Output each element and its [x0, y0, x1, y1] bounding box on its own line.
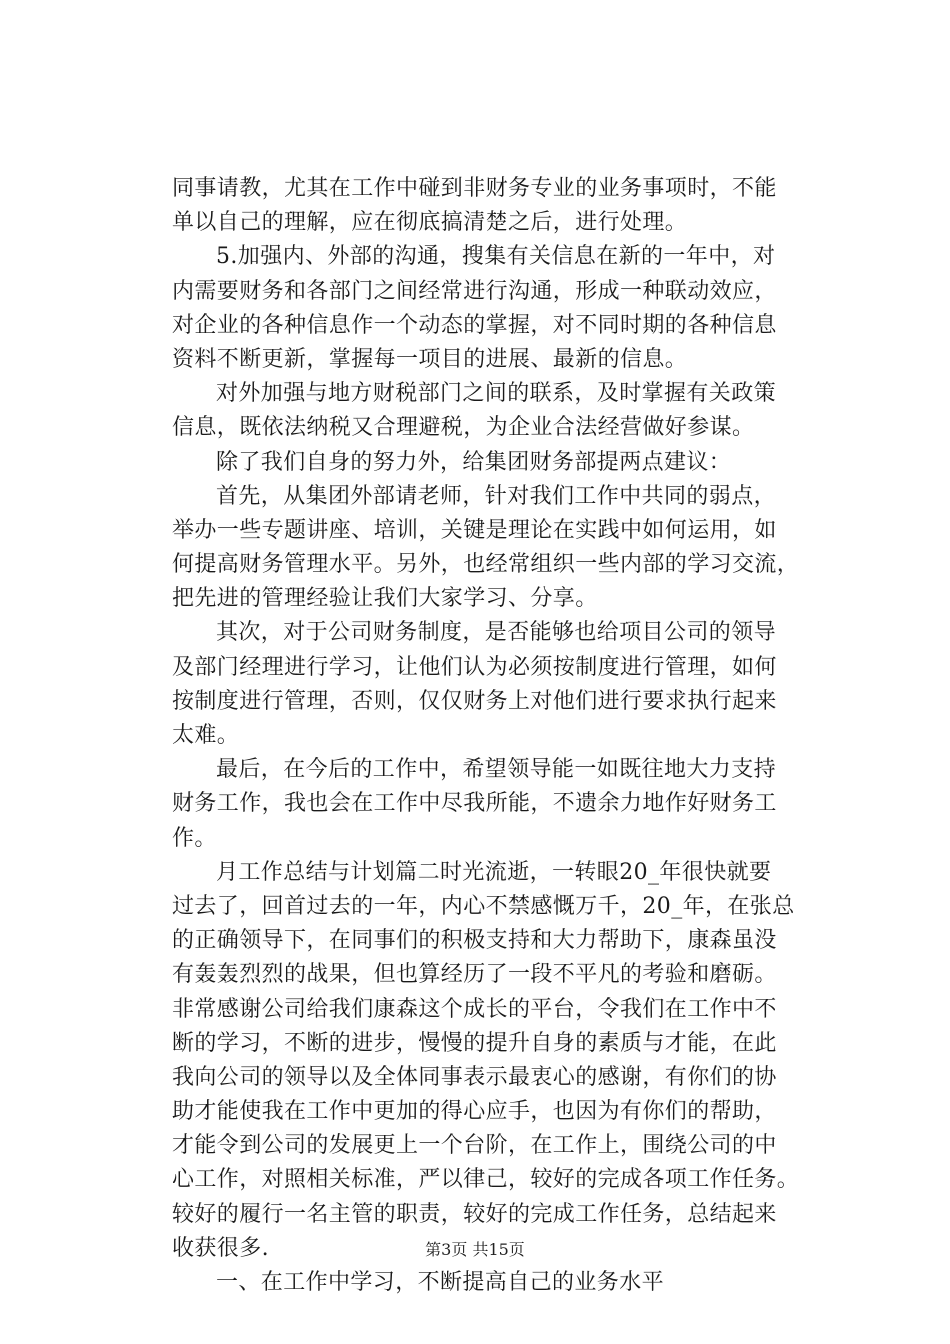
- text-line: 断的学习，不断的进步，慢慢的提升自身的素质与才能，在此: [172, 1030, 777, 1056]
- text-line: 单以自己的理解，应在彻底搞清楚之后，进行处理。: [172, 210, 688, 236]
- text-line: 举办一些专题讲座、培训，关键是理论在实践中如何运用，如: [172, 517, 777, 543]
- text-line: 何提高财务管理水平。另外，也经常组织一些内部的学习交流，: [172, 552, 800, 578]
- text-line: 信息，既依法纳税又合理避税，为企业合法经营做好参谋。: [172, 415, 755, 441]
- text-line: 过去了，回首过去的一年，内心不禁感慨万千，20_年，在张总: [172, 893, 795, 919]
- text-line: 财务工作，我也会在工作中尽我所能，不遗余力地作好财务工: [172, 791, 777, 817]
- text-line: 的正确领导下，在同事们的积极支持和大力帮助下，康森虽没: [172, 928, 777, 954]
- text-line: 助才能使我在工作中更加的得心应手，也因为有你们的帮助，: [172, 1099, 777, 1125]
- text-line: 首先，从集团外部请老师，针对我们工作中共同的弱点，: [216, 483, 777, 509]
- text-line: 对外加强与地方财税部门之间的联系，及时掌握有关政策: [216, 381, 777, 407]
- text-line: 非常感谢公司给我们康森这个成长的平台，令我们在工作中不: [172, 996, 777, 1022]
- document-body: [172, 172, 800, 1300]
- text-line: 较好的履行一名主管的职责，较好的完成工作任务，总结起来: [172, 1201, 777, 1227]
- text-line: 太难。: [172, 723, 240, 748]
- text-line: 对企业的各种信息作一个动态的掌握，对不同时期的各种信息: [172, 312, 777, 338]
- text-line: 收获很多.: [172, 1235, 269, 1261]
- text-line: 内需要财务和各部门之间经常进行沟通，形成一种联动效应，: [172, 278, 777, 304]
- text-line: 我向公司的领导以及全体同事表示最衷心的感谢，有你们的协: [172, 1064, 777, 1090]
- text-line: 最后，在今后的工作中，希望领导能一如既往地大力支持: [216, 757, 777, 783]
- text-line: 5.加强内、外部的沟通，搜集有关信息在新的一年中，对: [216, 244, 776, 270]
- text-line: 除了我们自身的努力外，给集团财务部提两点建议：: [216, 449, 732, 475]
- text-line: 一、在工作中学习，不断提高自己的业务水平: [216, 1270, 665, 1295]
- text-line: 作。: [172, 825, 217, 851]
- text-line: 月工作总结与计划篇二时光流逝，一转眼20_年很快就要: [216, 859, 772, 885]
- text-line: 及部门经理进行学习，让他们认为必须按制度进行管理，如何: [172, 654, 777, 680]
- text-line: 心工作，对照相关标准，严以律己，较好的完成各项工作任务。: [172, 1167, 800, 1193]
- text-line: 按制度进行管理，否则，仅仅财务上对他们进行要求执行起来: [172, 688, 777, 714]
- text-line: 把先进的管理经验让我们大家学习、分享。: [172, 586, 598, 612]
- text-line: 其次，对于公司财务制度，是否能够也给项目公司的领导: [216, 620, 777, 646]
- text-line: 才能令到公司的发展更上一个台阶，在工作上，围绕公司的中: [172, 1133, 777, 1159]
- text-line: 有轰轰烈烈的战果，但也算经历了一段不平凡的考验和磨砺。: [172, 962, 777, 988]
- page-footer: 第3页 共15页: [425, 1240, 525, 1259]
- text-line: 同事请教，尤其在工作中碰到非财务专业的业务事项时，不能: [172, 176, 777, 201]
- text-line: 资料不断更新，掌握每一项目的进展、最新的信息。: [172, 346, 688, 372]
